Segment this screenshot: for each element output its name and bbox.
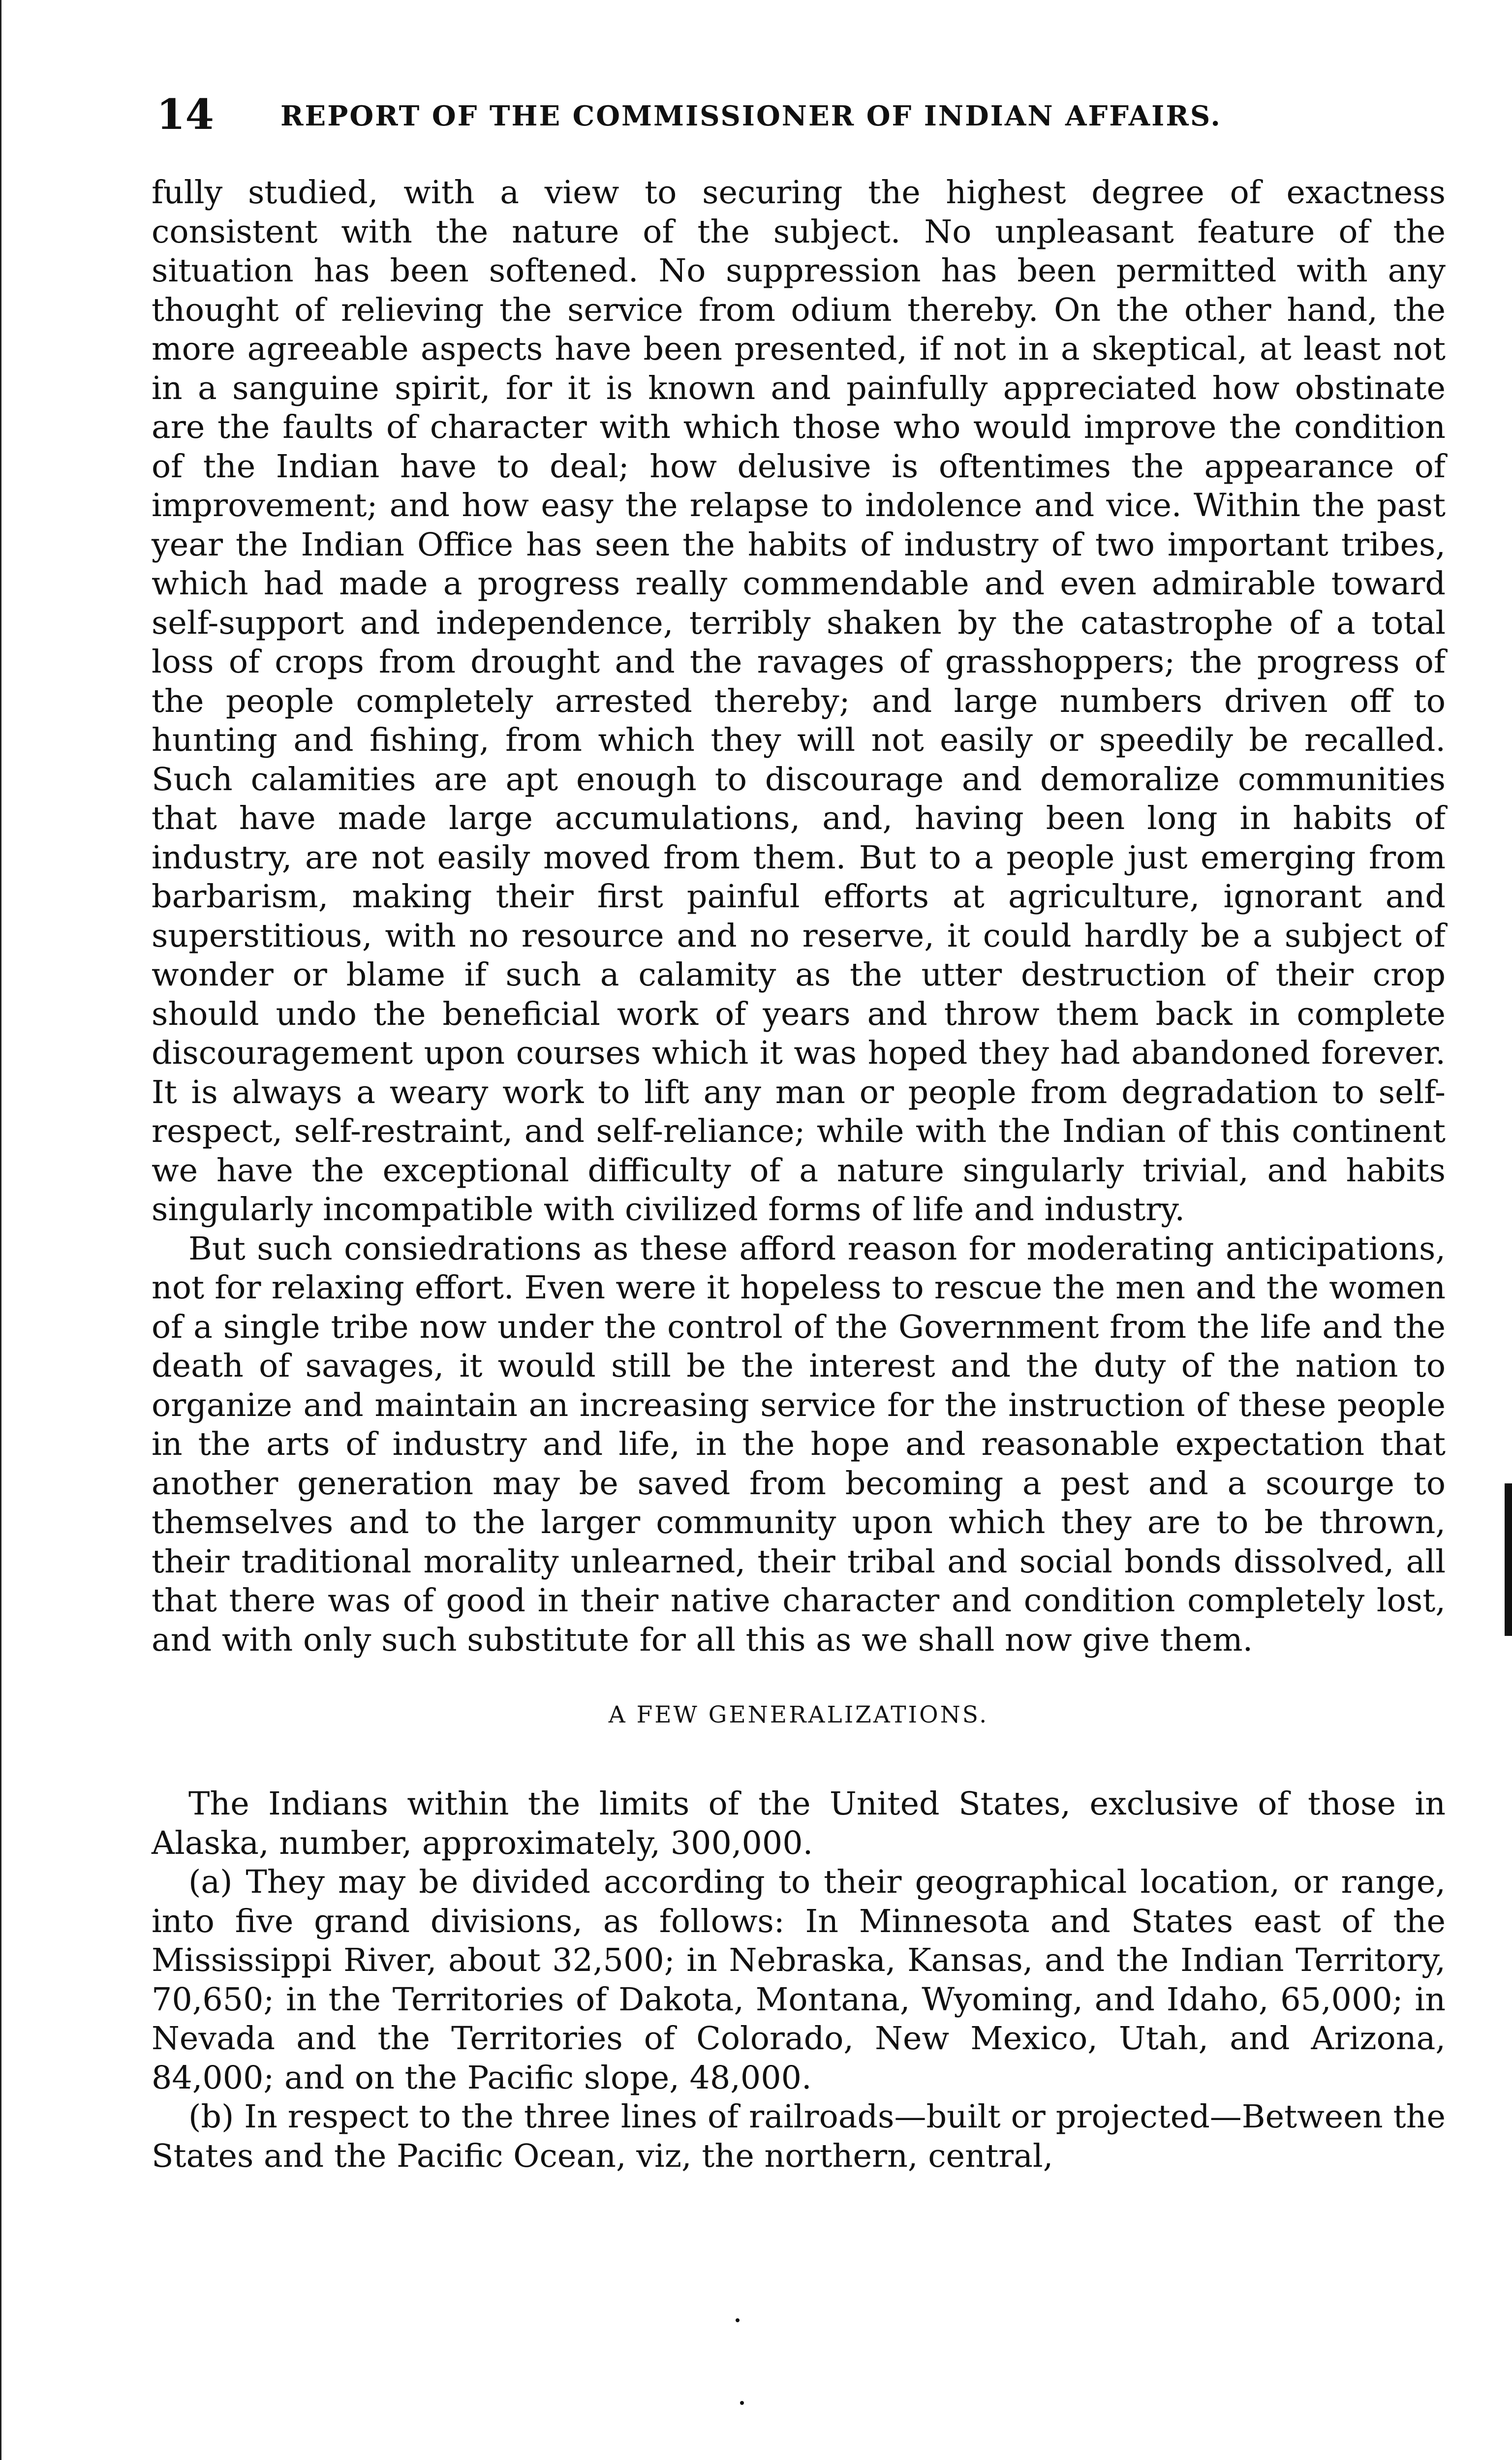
section-paragraph: (b) In respect to the three lines of railroads—built or projected—Between the States and the Pacific Ocean, viz, the northern, central, — [152, 2098, 1446, 2175]
scan-specks — [736, 2318, 755, 2407]
scan-left-edge — [0, 0, 1, 2460]
page-number: 14 — [156, 90, 214, 139]
body-paragraph: But such consiedrations as these afford reason for moderating anticipations, not for relaxing effort. Even were it hopeless to rescue the men and the women of a single tribe now under the control of the Government from the life and the death of savages, it would still be the interest and the duty of the nation to organize and maintain an increasing service for the instruction of these people in the arts of industry and life, in the hope and reasonable expectation that another generation may be saved from becoming a pest and a scourge to themselves and to the larger community upon which they are to be thrown, their traditional morality unlearned, their tribal and social bonds dissolved, all that there was of good in their native character and condition completely lost, and with only such substitute for all this as we shall now give them. — [152, 1230, 1446, 1659]
section-heading: A FEW GENERALIZATIONS. — [608, 1701, 989, 1728]
scan-speck — [736, 2318, 740, 2322]
scan-right-edge-mark — [1505, 1483, 1512, 1636]
body-paragraph: fully studied, with a view to securing the highest degree of exactness consistent with the nature of the subject. No unpleasant feature of the situation has been softened. No suppression has been permitted with any thought of relieving the service from odium thereby. On the other hand, the more agreeable aspects have been presented, if not in a skeptical, at least not in a sanguine spirit, for it is known and painfully appreciated how obstinate are the faults of character with which those who would improve the condition of the Indian have to deal; how delusive is oftentimes the appearance of improvement; and how easy the relapse to indolence and vice. Within the past year the Indian Office has seen the habits of industry of two important tribes, which had made a progress really commendable and even admirable toward self-support and independence, terribly shaken by the catastrophe of a total loss of crops from drought and the ravages of grasshoppers; the progress of the people completely arrested thereby; and large numbers driven off to hunting and fishing, from which they will not easily or speedily be recalled. Such calamities are apt enough to discourage and demoralize communities that have made large accumulations, and, having been long in habits of industry, are not easily moved from them. But to a people just emerging from barbarism, making their first painful efforts at agriculture, ignorant and superstitious, with no resource and no reserve, it could hardly be a subject of wonder or blame if such a calamity as the utter destruction of their crop should undo the beneficial work of years and throw them back in complete discouragement upon courses which it was hoped they had abandoned forever. It is always a weary work to lift any man or people from degradation to self-respect, self-restraint, and self-reliance; while with the Indian of this continent we have the exceptional difficulty of a nature singularly trivial, and habits singularly incompatible with civilized forms of life and industry. — [152, 174, 1446, 1228]
section-paragraph: (a) They may be divided according to their geographical location, or range, into five grand divisions, as follows: In Minnesota and States east of the Mississippi River, about 32,500; in Nebraska, Kansas, and the Indian Territory, 70,650; in the Territories of Dakota, Montana, Wyoming, and Idaho, 65,000; in Nevada and the Territories of Colorado, New Mexico, Utah, and Arizona, 84,000; and on the Pacific slope, 48,000. — [152, 1864, 1446, 2096]
page-header — [156, 88, 1352, 142]
scan-speck — [740, 2401, 744, 2405]
running-head: REPORT OF THE COMMISSIONER OF INDIAN AFFAIRS. — [280, 100, 1222, 132]
section-paragraph: The Indians within the limits of the United States, exclusive of those in Alaska, number, approximately, 300,000. — [152, 1785, 1446, 1862]
body-text — [152, 173, 1446, 2176]
